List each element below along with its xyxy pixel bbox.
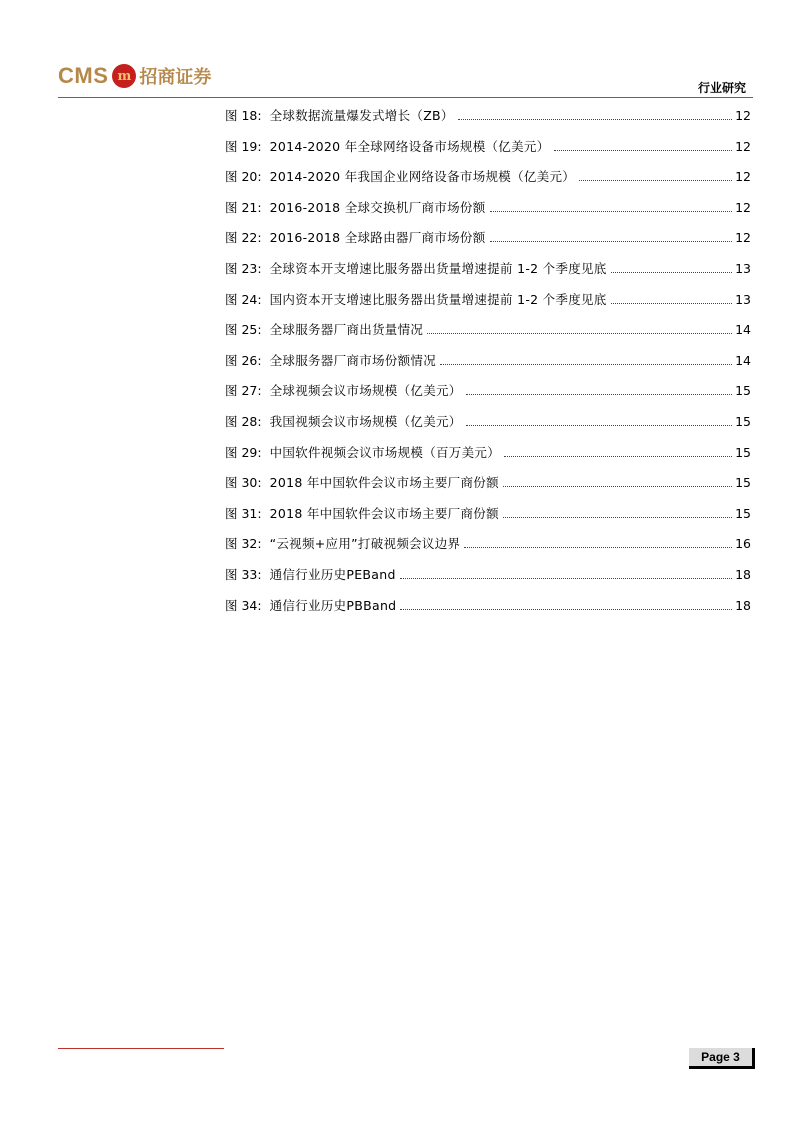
page-ref: 15 — [735, 383, 751, 399]
dot-leader — [400, 577, 732, 579]
page-ref: 14 — [735, 322, 751, 338]
page-ref: 12 — [735, 138, 751, 154]
figure-number: 图 26: — [225, 352, 262, 368]
toc-entry[interactable] — [225, 598, 751, 629]
dot-leader — [611, 271, 732, 273]
toc-entry[interactable] — [225, 139, 751, 170]
page-ref: 14 — [735, 352, 751, 368]
page-ref: 12 — [735, 230, 751, 246]
toc-entry[interactable] — [225, 292, 751, 323]
header-divider — [58, 97, 753, 98]
section-label: 行业研究 — [697, 81, 746, 95]
figure-number: 图 22: — [225, 230, 262, 246]
figure-number: 图 31: — [225, 505, 262, 521]
dot-leader — [490, 210, 733, 212]
figure-number: 图 30: — [225, 475, 262, 491]
dot-leader — [579, 179, 732, 181]
dot-leader — [440, 363, 732, 365]
toc-entry[interactable] — [225, 261, 751, 292]
figure-number: 图 21: — [225, 199, 262, 215]
toc-entry[interactable] — [225, 567, 751, 598]
page-ref: 15 — [735, 505, 751, 521]
page-ref: 16 — [735, 536, 751, 552]
dot-leader — [503, 516, 732, 518]
toc-entry[interactable] — [225, 108, 751, 139]
figure-title: 通信行业历史PBBand — [269, 597, 397, 613]
figure-title: 我国视频会议市场规模（亿美元） — [269, 413, 462, 429]
page-number-box — [689, 1048, 755, 1069]
dot-leader — [427, 332, 732, 334]
figure-title: 中国软件视频会议市场规模（百万美元） — [269, 444, 500, 460]
figure-number: 图 25: — [225, 322, 262, 338]
page-ref: 15 — [735, 413, 751, 429]
toc-entry[interactable] — [225, 414, 751, 445]
page-ref: 15 — [735, 475, 751, 491]
figure-number: 图 33: — [225, 566, 262, 582]
dot-leader — [464, 546, 732, 548]
figure-title: 全球视频会议市场规模（亿美元） — [269, 383, 462, 399]
toc-entry[interactable] — [225, 353, 751, 384]
page-ref: 12 — [735, 108, 751, 123]
page-number: Page 3 — [701, 1050, 740, 1064]
dot-leader — [466, 393, 732, 395]
figure-title: 全球服务器厂商出货量情况 — [269, 322, 424, 338]
toc-entry[interactable] — [225, 536, 751, 567]
dot-leader — [504, 455, 732, 457]
page-ref: 12 — [735, 169, 751, 185]
toc-entry[interactable] — [225, 445, 751, 476]
figure-title: 2018 年中国软件会议市场主要厂商份额 — [269, 505, 499, 521]
figure-number: 图 29: — [225, 444, 262, 460]
dot-leader — [490, 240, 733, 242]
figure-title: 2016-2018 全球交换机厂商市场份额 — [269, 199, 486, 215]
toc-entry[interactable] — [225, 230, 751, 261]
figure-title: 国内资本开支增速比服务器出货量增速提前 1-2 个季度见底 — [269, 291, 607, 307]
toc-entry[interactable] — [225, 322, 751, 353]
figure-title: 2014-2020 年我国企业网络设备市场规模（亿美元） — [269, 169, 576, 185]
figure-number: 图 32: — [225, 536, 262, 552]
dot-leader — [554, 149, 733, 151]
toc-entry[interactable] — [225, 200, 751, 231]
page-ref: 18 — [735, 597, 751, 613]
figure-number: 图 18: — [225, 108, 262, 123]
logo-emblem-icon: m — [112, 64, 136, 88]
dot-leader — [611, 302, 732, 304]
figure-title: 全球资本开支增速比服务器出货量增速提前 1-2 个季度见底 — [269, 260, 607, 276]
dot-leader — [400, 608, 732, 610]
toc-entry[interactable] — [225, 383, 751, 414]
figure-number: 图 24: — [225, 291, 262, 307]
page-ref: 13 — [735, 291, 751, 307]
figure-title: 2018 年中国软件会议市场主要厂商份额 — [269, 475, 499, 491]
toc-entry[interactable] — [225, 169, 751, 200]
figure-number: 图 20: — [225, 169, 262, 185]
page-ref: 15 — [735, 444, 751, 460]
footer-divider — [58, 1048, 224, 1049]
figure-number: 图 28: — [225, 413, 262, 429]
figure-number: 图 23: — [225, 260, 262, 276]
toc-entry[interactable] — [225, 475, 751, 506]
dot-leader — [503, 485, 732, 487]
figure-title: 通信行业历史PEBand — [269, 566, 396, 582]
figure-title: 全球服务器厂商市场份额情况 — [269, 352, 436, 368]
dot-leader — [458, 118, 732, 120]
figure-title: 2014-2020 年全球网络设备市场规模（亿美元） — [269, 138, 550, 154]
dot-leader — [466, 424, 732, 426]
figure-title: “云视频+应用”打破视频会议边界 — [269, 536, 461, 552]
page-ref: 13 — [735, 260, 751, 276]
logo-chinese-name: 招商证券 — [139, 67, 212, 88]
figure-number: 图 27: — [225, 383, 262, 399]
toc-entry[interactable] — [225, 506, 751, 537]
figure-number: 图 34: — [225, 597, 262, 613]
page-ref: 18 — [735, 566, 751, 582]
figure-number: 图 19: — [225, 138, 262, 154]
figure-list — [225, 108, 751, 628]
figure-title: 全球数据流量爆发式增长（ZB） — [269, 108, 454, 123]
company-logo — [58, 60, 211, 92]
logo-cms-text: CMS — [58, 63, 109, 88]
page-ref: 12 — [735, 199, 751, 215]
figure-title: 2016-2018 全球路由器厂商市场份额 — [269, 230, 486, 246]
